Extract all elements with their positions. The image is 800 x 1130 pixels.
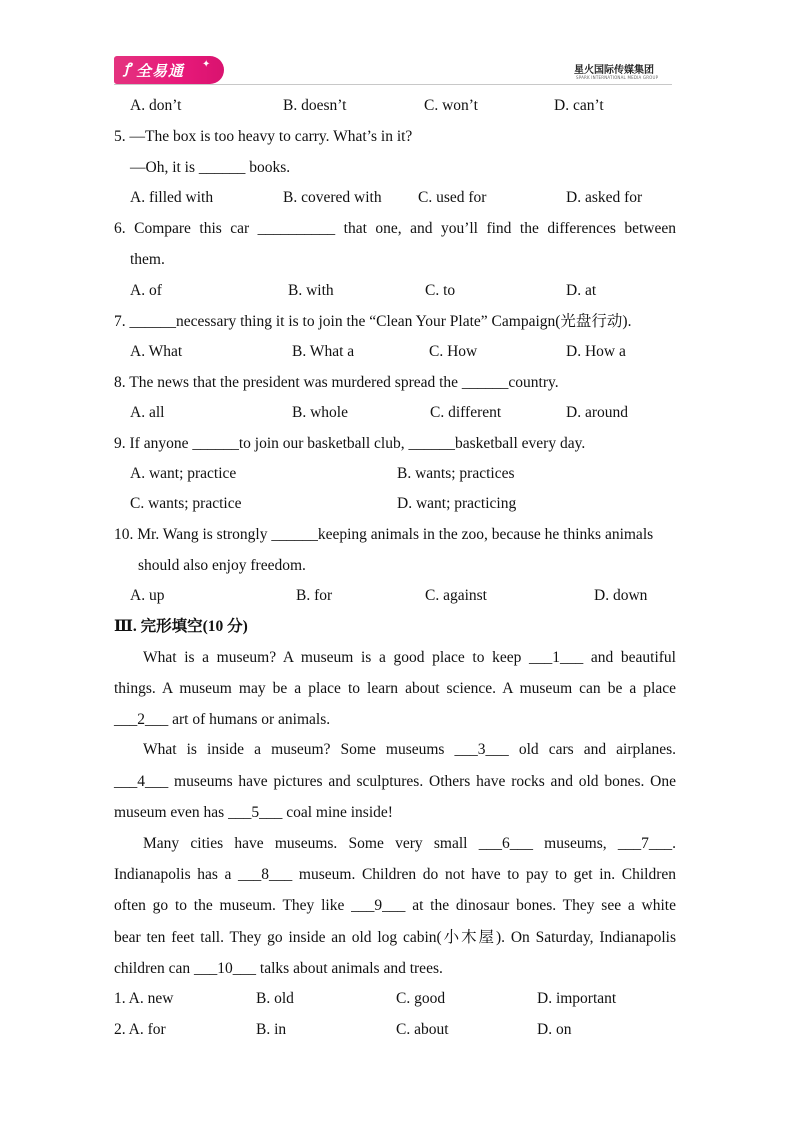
q9-stem: 9. If anyone ______to join our basketball club, ______basketball every day. [114,435,586,452]
q5-line2: —Oh, it is ______ books. [130,159,291,176]
q7-option-b: B. What a [292,343,355,360]
publisher-logo [114,56,224,84]
q5-option-c: C. used for [418,189,487,206]
q6-option-d: D. at [566,282,597,299]
a2-option-b: B. in [256,1021,287,1038]
a1-option-c: C. good [396,990,446,1007]
q4-option-d: D. can’t [554,97,604,114]
passage-line: bear ten feet tall. They go inside an old log cabin(小木屋). On Saturday, Indianapolis [114,929,676,946]
q6-option-c: C. to [425,282,456,299]
q7-option-d: D. How a [566,343,626,360]
q8-option-b: B. whole [292,404,348,421]
a1-option-a: 1. A. new [114,990,174,1007]
passage-line: museum even has ___5___ coal mine inside! [114,804,393,821]
q7-option-a: A. What [130,343,183,360]
passage-line: What is inside a museum? Some museums ___3___ old cars and airplanes. [143,741,676,758]
q5-option-b: B. covered with [283,189,382,206]
q4-option-b: B. doesn’t [283,97,347,114]
section-title: Ⅲ. 完形填空(10 分) [114,618,248,635]
q6-line2: them. [130,251,165,268]
passage-line: Indianapolis has a ___8___ museum. Children do not have to pay to get in. Children [114,866,676,883]
logo-text: 全易通 [136,62,185,80]
passage-line: children can ___10___ talks about animals and trees. [114,960,443,977]
a1-option-d: D. important [537,990,617,1007]
sparkle-icon: ✦ [202,59,212,70]
q4-option-c: C. won’t [424,97,478,114]
q6-option-b: B. with [288,282,334,299]
q5-stem: 5. —The box is too heavy to carry. What’s in it? [114,128,413,145]
q10-stem: 10. Mr. Wang is strongly ______keeping animals in the zoo, because he thinks animals [114,526,654,543]
passage-line: Many cities have museums. Some very small ___6___ museums, ___7___. [143,835,676,852]
q5-option-a: A. filled with [130,189,214,206]
q10-option-b: B. for [296,587,333,604]
q4-option-a: A. don’t [130,97,182,114]
q9-option-a: A. want; practice [130,465,237,482]
brand-subtitle: SPARK INTERNATIONAL MEDIA GROUP [576,75,659,80]
q8-option-d: D. around [566,404,628,421]
header-divider [114,84,672,85]
a2-option-c: C. about [396,1021,449,1038]
a2-option-d: D. on [537,1021,572,1038]
q10-option-a: A. up [130,587,165,604]
passage-line: ___2___ art of humans or animals. [114,711,331,728]
q9-option-d: D. want; practicing [397,495,517,512]
q9-option-b: B. wants; practices [397,465,515,482]
a2-option-a: 2. A. for [114,1021,166,1038]
passage-line: ___4___ museums have pictures and sculptures. Others have rocks and old bones. One [114,773,676,790]
q5-option-d: D. asked for [566,189,643,206]
q8-option-a: A. all [130,404,165,421]
passage-line: What is a museum? A museum is a good place to keep ___1___ and beautiful [143,649,676,666]
q10-option-c: C. against [425,587,487,604]
passage-line: often go to the museum. They like ___9___ at the dinosaur bones. They see a white [114,897,676,914]
q8-option-c: C. different [430,404,502,421]
q9-option-c: C. wants; practice [130,495,242,512]
q6-stem: 6. Compare this car __________ that one, and you’ll find the differences between [114,220,676,237]
q8-stem: 8. The news that the president was murdered spread the ______country. [114,374,559,391]
brand-name: 星火国际传媒集团 [574,65,654,76]
q7-option-c: C. How [429,343,478,360]
passage-line: things. A museum may be a place to learn about science. A museum can be a place [114,680,676,697]
q10-line2: should also enjoy freedom. [138,557,306,574]
q7-stem: 7. ______necessary thing it is to join the “Clean Your Plate” Campaign(光盘行动). [114,313,632,330]
a1-option-b: B. old [256,990,294,1007]
swirl-icon: ꝭ [124,61,132,77]
q10-option-d: D. down [594,587,648,604]
q6-option-a: A. of [130,282,162,299]
